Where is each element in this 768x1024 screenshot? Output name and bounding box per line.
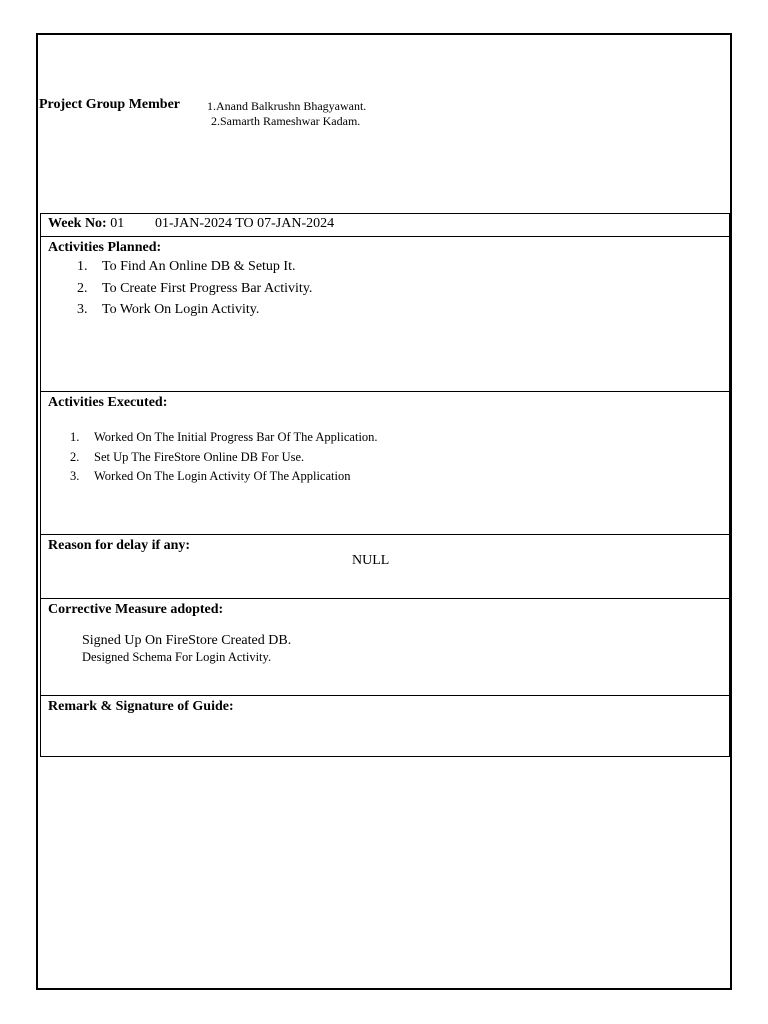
list-text: Worked On The Initial Progress Bar Of The Application. [94, 430, 378, 444]
list-text: To Find An Online DB & Setup It. [102, 259, 296, 274]
member-name-1: 1.Anand Balkrushn Bhagyawant. [207, 99, 367, 113]
reason-for-delay-section [41, 534, 729, 598]
list-item [70, 469, 378, 489]
list-text: Worked On The Login Activity Of The Application [94, 469, 351, 483]
corrective-line-2: Designed Schema For Login Activity. [82, 650, 272, 664]
week-number: 01 [110, 216, 125, 231]
activities-executed-heading: Activities Executed: [48, 395, 168, 410]
week-label: Week No: [48, 216, 107, 231]
list-item [77, 259, 312, 281]
remark-signature-heading: Remark & Signature of Guide: [48, 699, 234, 714]
list-number: 1. [70, 430, 80, 444]
delay-value: NULL [352, 553, 390, 568]
activities-executed-section [41, 391, 729, 534]
corrective-measure-heading: Corrective Measure adopted: [48, 602, 224, 617]
planned-list [77, 259, 312, 324]
list-item [70, 450, 378, 470]
list-item [77, 302, 312, 324]
reason-for-delay-heading: Reason for delay if any: [48, 538, 191, 553]
activities-planned-heading: Activities Planned: [48, 240, 162, 255]
weekly-report-table [40, 213, 730, 757]
week-row [41, 214, 729, 236]
list-number: 3. [70, 469, 80, 483]
list-number: 2. [70, 449, 80, 464]
list-text: Set Up The FireStore Online DB For Use. [94, 449, 305, 464]
remark-signature-section [41, 695, 729, 756]
corrective-measure-section [41, 598, 729, 695]
executed-list [70, 430, 378, 489]
list-item [77, 281, 312, 303]
corrective-line-1: Signed Up On FireStore Created DB. [82, 633, 292, 648]
list-text: To Work On Login Activity. [102, 302, 260, 317]
list-number: 3. [77, 302, 88, 317]
list-number: 2. [77, 280, 88, 296]
members-label: Project Group Member [39, 97, 180, 112]
member-name-2: 2.Samarth Rameshwar Kadam. [211, 114, 361, 128]
list-item [70, 430, 378, 450]
list-number: 1. [77, 259, 88, 274]
activities-planned-section [41, 236, 729, 391]
list-text: To Create First Progress Bar Activity. [102, 280, 313, 296]
week-date-range: 01-JAN-2024 TO 07-JAN-2024 [155, 216, 335, 231]
